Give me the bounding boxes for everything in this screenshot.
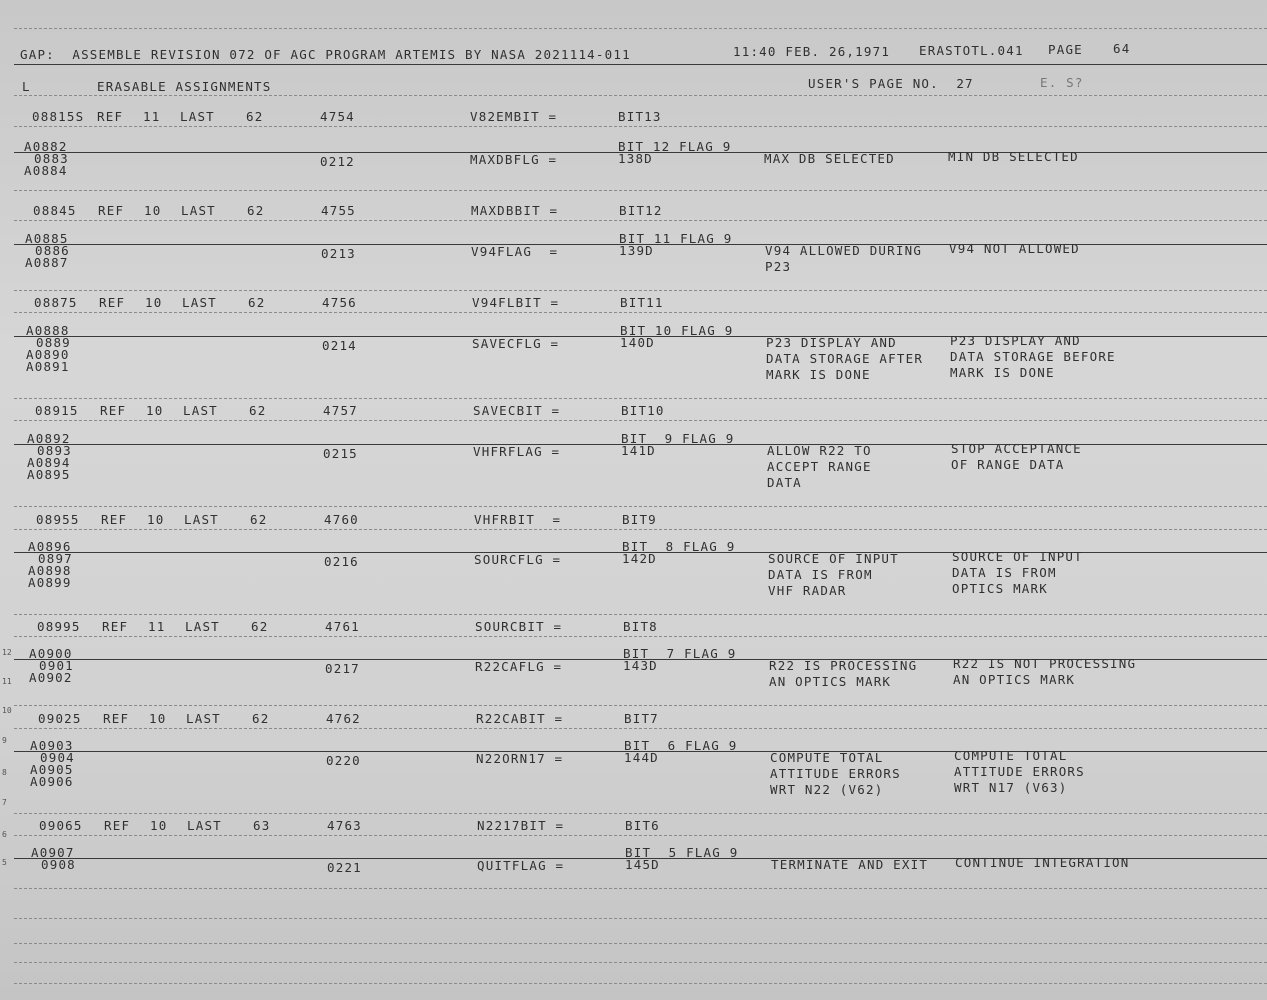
rule-entry-end [14, 290, 1267, 291]
ref-address: 4762 [326, 711, 361, 726]
reset-description: MARK IS DONE [950, 365, 1055, 380]
last-label: LAST [186, 711, 221, 726]
ref-card-number: 08875 [34, 295, 78, 310]
ref-label: REF [104, 818, 131, 833]
card-number: 0904 [40, 750, 75, 765]
last-label: LAST [180, 109, 215, 124]
reset-description: CONTINUE INTEGRATION [955, 855, 1130, 870]
card-number: A0890 [26, 347, 70, 362]
header-page-number: 64 [1113, 41, 1131, 56]
header-es-mark: E. S? [1040, 75, 1084, 90]
symbol-value: BIT13 [618, 109, 662, 124]
card-number: A0907 [31, 845, 75, 860]
ref-address: 4757 [323, 403, 358, 418]
card-number: A0885 [25, 231, 69, 246]
card-number: A0902 [29, 670, 73, 685]
bit-flag-line: BIT 11 FLAG 9 [619, 231, 733, 246]
set-description: P23 [765, 259, 792, 274]
rule-bottom-2 [14, 943, 1267, 944]
bit-flag-line: BIT 6 FLAG 9 [624, 738, 738, 753]
card-number: A0898 [28, 563, 72, 578]
rule-ref [14, 312, 1267, 313]
rule-bottom-3 [14, 962, 1267, 963]
margin-mark: 5 [2, 858, 7, 867]
margin-mark: 10 [2, 706, 12, 715]
last-label: LAST [184, 512, 219, 527]
reset-description: WRT N17 (V63) [954, 780, 1068, 795]
rule-subheader [14, 95, 1267, 96]
bit-flag-line: BIT 8 FLAG 9 [622, 539, 736, 554]
rule-ref [14, 529, 1267, 530]
ref-label: REF [103, 711, 130, 726]
last-label: LAST [187, 818, 222, 833]
set-description: AN OPTICS MARK [769, 674, 892, 689]
octal-address: 0221 [327, 860, 362, 875]
section-title: ERASABLE ASSIGNMENTS [97, 79, 272, 94]
ref-count: 10 [146, 403, 164, 418]
symbol-name: SOURCBIT = [475, 619, 563, 634]
symbol-name: V94FLBIT = [472, 295, 560, 310]
ref-count: 10 [145, 295, 163, 310]
symbol-name: VHFRBIT = [474, 512, 562, 527]
flag-name: QUITFLAG = [477, 858, 565, 873]
last-page: 62 [252, 711, 270, 726]
rule-ref [14, 420, 1267, 421]
last-page: 62 [250, 512, 268, 527]
margin-mark: 12 [2, 648, 12, 657]
card-number: 0897 [38, 551, 73, 566]
reset-description: DATA STORAGE BEFORE [950, 349, 1116, 364]
decimal-value: 143D [623, 658, 658, 673]
ref-count: 10 [149, 711, 167, 726]
rule-ref [14, 126, 1267, 127]
octal-address: 0215 [323, 446, 358, 461]
rule-entry-end [14, 398, 1267, 399]
set-description: P23 DISPLAY AND [766, 335, 897, 350]
card-number: A0887 [25, 255, 69, 270]
set-description: V94 ALLOWED DURING [765, 243, 923, 258]
ref-card-number: 08995 [37, 619, 81, 634]
symbol-value: BIT9 [622, 512, 657, 527]
card-number: A0894 [27, 455, 71, 470]
last-label: LAST [181, 203, 216, 218]
ref-label: REF [100, 403, 127, 418]
octal-address: 0214 [322, 338, 357, 353]
symbol-name: N2217BIT = [477, 818, 565, 833]
ref-card-number: 08915 [35, 403, 79, 418]
rule-ref [14, 835, 1267, 836]
ref-label: REF [99, 295, 126, 310]
reset-description: STOP ACCEPTANCE [951, 441, 1082, 456]
ref-card-number: 08955 [36, 512, 80, 527]
last-page: 62 [249, 403, 267, 418]
ref-count: 10 [150, 818, 168, 833]
ref-count: 11 [143, 109, 161, 124]
bit-flag-line: BIT 10 FLAG 9 [620, 323, 734, 338]
symbol-name: R22CABIT = [476, 711, 564, 726]
reset-description: SOURCE OF INPUT [952, 549, 1083, 564]
ref-address: 4756 [322, 295, 357, 310]
ref-label: REF [101, 512, 128, 527]
bit-flag-line: BIT 7 FLAG 9 [623, 646, 737, 661]
set-description: MARK IS DONE [766, 367, 871, 382]
ref-label: REF [98, 203, 125, 218]
octal-address: 0220 [326, 753, 361, 768]
margin-mark: 9 [2, 736, 7, 745]
decimal-value: 140D [620, 335, 655, 350]
rule-entry-end [14, 705, 1267, 706]
decimal-value: 139D [619, 243, 654, 258]
card-number: A0906 [30, 774, 74, 789]
card-number: A0896 [28, 539, 72, 554]
rule-header [14, 64, 1267, 65]
set-description: DATA [767, 475, 802, 490]
ref-address: 4754 [320, 109, 355, 124]
header-page-label: PAGE [1048, 42, 1083, 57]
card-number: 0889 [36, 335, 71, 350]
symbol-value: BIT11 [620, 295, 664, 310]
flag-name: VHFRFLAG = [473, 444, 561, 459]
ref-address: 4760 [324, 512, 359, 527]
ref-address: 4755 [321, 203, 356, 218]
margin-mark: 11 [2, 677, 12, 686]
flag-name: MAXDBFLG = [470, 152, 558, 167]
set-description: WRT N22 (V62) [770, 782, 884, 797]
set-description: TERMINATE AND EXIT [771, 857, 929, 872]
bit-flag-line: BIT 5 FLAG 9 [625, 845, 739, 860]
header-file-label: ERASTOTL.041 [919, 43, 1024, 58]
rule-entry-end [14, 813, 1267, 814]
flag-name: SOURCFLG = [474, 552, 562, 567]
rule-bottom-1 [14, 918, 1267, 919]
set-description: ALLOW R22 TO [767, 443, 872, 458]
header-title-line: GAP: ASSEMBLE REVISION 072 OF AGC PROGRAM ARTEMIS BY NASA 2021114-011 [20, 47, 631, 62]
set-description: R22 IS PROCESSING [769, 658, 918, 673]
ref-count: 10 [144, 203, 162, 218]
last-page: 62 [246, 109, 264, 124]
last-page: 62 [248, 295, 266, 310]
ref-count: 10 [147, 512, 165, 527]
bit-flag-line: BIT 9 FLAG 9 [621, 431, 735, 446]
margin-mark: 7 [2, 798, 7, 807]
octal-address: 0216 [324, 554, 359, 569]
card-number: 0908 [41, 857, 76, 872]
rule-entry-end [14, 190, 1267, 191]
decimal-value: 145D [625, 857, 660, 872]
octal-address: 0217 [325, 661, 360, 676]
ref-card-number: 09065 [39, 818, 83, 833]
symbol-value: BIT7 [624, 711, 659, 726]
set-description: SOURCE OF INPUT [768, 551, 899, 566]
card-number: A0888 [26, 323, 70, 338]
rule-entry-end [14, 614, 1267, 615]
card-number: 0886 [35, 243, 70, 258]
card-number: 0893 [37, 443, 72, 458]
reset-description: AN OPTICS MARK [953, 672, 1076, 687]
reset-description: DATA IS FROM [952, 565, 1057, 580]
ref-card-number: 08845 [33, 203, 77, 218]
card-number: A0899 [28, 575, 72, 590]
last-page: 62 [247, 203, 265, 218]
symbol-name: V82EMBIT = [470, 109, 558, 124]
reset-description: OPTICS MARK [952, 581, 1048, 596]
symbol-value: BIT6 [625, 818, 660, 833]
card-number: A0900 [29, 646, 73, 661]
set-description: VHF RADAR [768, 583, 847, 598]
decimal-value: 142D [622, 551, 657, 566]
card-number: A0903 [30, 738, 74, 753]
reset-description: V94 NOT ALLOWED [949, 241, 1080, 256]
card-number: A0891 [26, 359, 70, 374]
reset-description: OF RANGE DATA [951, 457, 1065, 472]
symbol-value: BIT10 [621, 403, 665, 418]
decimal-value: 141D [621, 443, 656, 458]
users-page-number: USER'S PAGE NO. 27 [808, 76, 974, 91]
last-label: LAST [182, 295, 217, 310]
set-description: ACCEPT RANGE [767, 459, 872, 474]
symbol-name: SAVECBIT = [473, 403, 561, 418]
symbol-value: BIT12 [619, 203, 663, 218]
flag-name: V94FLAG = [471, 244, 559, 259]
ref-label: REF [97, 109, 124, 124]
card-number: A0905 [30, 762, 74, 777]
card-number: A0882 [24, 139, 68, 154]
rule-entry-end [14, 506, 1267, 507]
rule-top [14, 28, 1267, 29]
rule-entry-end [14, 888, 1267, 889]
octal-address: 0212 [320, 154, 355, 169]
symbol-name: MAXDBBIT = [471, 203, 559, 218]
reset-description: MIN DB SELECTED [948, 149, 1079, 164]
card-number: A0884 [24, 163, 68, 178]
reset-description: P23 DISPLAY AND [950, 333, 1081, 348]
reset-description: COMPUTE TOTAL [954, 748, 1068, 763]
bit-flag-line: BIT 12 FLAG 9 [618, 139, 732, 154]
card-number: 0883 [34, 151, 69, 166]
column-marker: L [22, 79, 31, 94]
card-number: A0895 [27, 467, 71, 482]
card-number: A0892 [27, 431, 71, 446]
set-description: MAX DB SELECTED [764, 151, 895, 166]
octal-address: 0213 [321, 246, 356, 261]
flag-name: N22ORN17 = [476, 751, 564, 766]
symbol-value: BIT8 [623, 619, 658, 634]
rule-bottom-4 [14, 983, 1267, 984]
decimal-value: 144D [624, 750, 659, 765]
set-description: ATTITUDE ERRORS [770, 766, 901, 781]
last-page: 63 [253, 818, 271, 833]
set-description: DATA IS FROM [768, 567, 873, 582]
ref-address: 4763 [327, 818, 362, 833]
set-description: DATA STORAGE AFTER [766, 351, 924, 366]
ref-label: REF [102, 619, 129, 634]
ref-card-number: 09025 [38, 711, 82, 726]
header-timestamp: 11:40 FEB. 26,1971 [733, 44, 891, 59]
reset-description: ATTITUDE ERRORS [954, 764, 1085, 779]
card-number: 0901 [39, 658, 74, 673]
ref-address: 4761 [325, 619, 360, 634]
last-page: 62 [251, 619, 269, 634]
flag-name: SAVECFLG = [472, 336, 560, 351]
margin-mark: 6 [2, 830, 7, 839]
ref-card-number: 08815S [32, 109, 85, 124]
margin-mark: 8 [2, 768, 7, 777]
rule-ref [14, 728, 1267, 729]
set-description: COMPUTE TOTAL [770, 750, 884, 765]
flag-name: R22CAFLG = [475, 659, 563, 674]
decimal-value: 138D [618, 151, 653, 166]
last-label: LAST [185, 619, 220, 634]
last-label: LAST [183, 403, 218, 418]
reset-description: R22 IS NOT PROCESSING [953, 656, 1137, 671]
ref-count: 11 [148, 619, 166, 634]
rule-ref [14, 636, 1267, 637]
rule-ref [14, 220, 1267, 221]
